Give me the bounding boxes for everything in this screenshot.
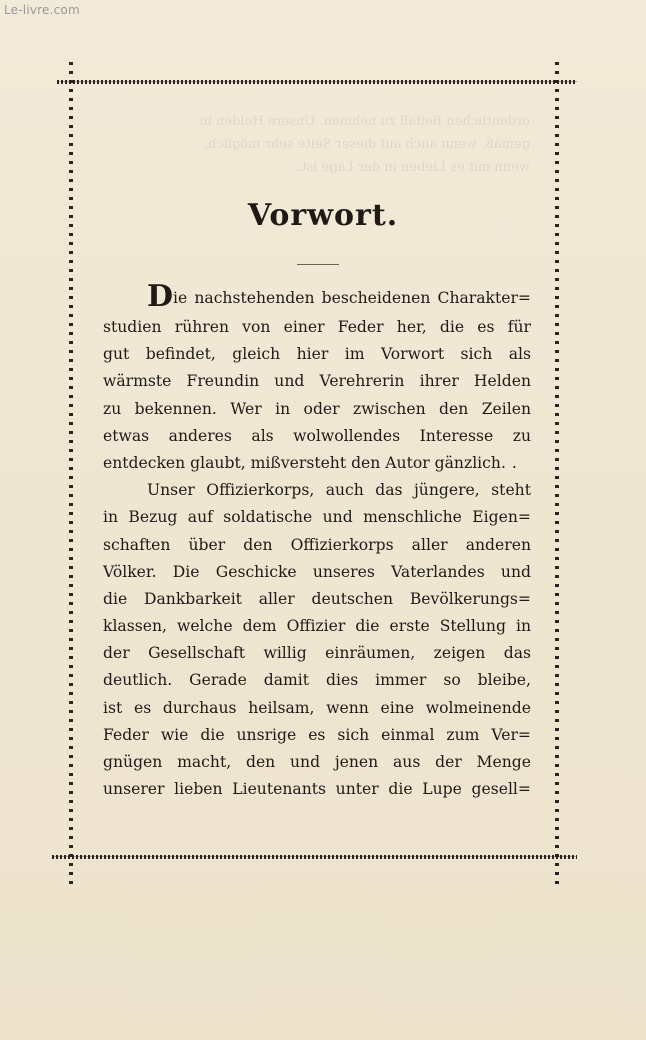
paragraph-1-line: gut befindet, gleich hier im Vorwort sich als [103,345,531,364]
border-right [555,62,559,887]
paragraph-2-line: klassen, welche dem Offizier die erste Stellung in [103,617,531,636]
line-text: ie nachstehenden bescheidenen Charakter= [173,289,531,307]
heading-rule [297,264,339,265]
paragraph-2-line: schaften über den Offizierkorps aller anderen [103,535,531,554]
paragraph-2-line: gnügen macht, den und jenen aus der Menge [103,753,531,771]
paragraph-2-line: in Bezug auf soldatische und menschliche Eigen= [103,508,531,527]
paragraph-1-line [103,280,531,314]
paragraph-2-line: Völker. Die Geschicke unseres Vaterlandes und [103,562,531,581]
paragraph-2-line: Feder wie die unsrige es sich einmal zum Ver= [103,725,531,744]
border-bottom [52,855,577,859]
paragraph-2-line: die Dankbarkeit aller deutschen Bevölkerungs= [103,589,531,608]
paragraph-2-line: Unser Offizierkorps, auch das jüngere, steht [147,481,531,500]
line-text: entdecken glaubt, mißversteht den Autor gänzlich. [103,453,506,472]
drop-cap: D [147,279,174,314]
bleed-through-line: gemäß, wenn auch auf dieser Seite sehr möglich, [203,137,530,152]
bleed-through-line: wenn mit es Lieben in der Lage ist. [297,160,530,175]
paragraph-1-line [103,450,531,477]
trailing-mark: . [511,453,517,472]
paragraph-1-line: wärmste Freundin und Verehrerin ihrer Helden [103,372,531,391]
border-top [57,80,577,84]
paragraph-2-line: deutlich. Gerade damit dies immer so bleibe, [103,671,531,690]
body-text [103,280,531,803]
bleed-through-text [100,110,530,179]
page-heading: Vorwort. [247,198,399,233]
watermark: Le-livre.com [4,3,80,17]
border-left [69,62,73,887]
paragraph-1-line: zu bekennen. Wer in oder zwischen den Zeilen [103,399,531,418]
paragraph-2-line: der Gesellschaft willig einräumen, zeigen das [103,644,531,663]
paragraph-2-line: unserer lieben Lieutenants unter die Lupe gesell= [103,780,531,799]
paragraph-1-line: studien rühren von einer Feder her, die es für [103,318,531,336]
bleed-through-line: ordentlichen Beifall zu nehmen. Unsere Helden in [199,114,530,129]
paragraph-1-line: etwas anderes als wolwollendes Interesse zu [103,426,531,445]
paragraph-2-line: ist es durchaus heilsam, wenn eine wolmeinende [103,698,531,717]
